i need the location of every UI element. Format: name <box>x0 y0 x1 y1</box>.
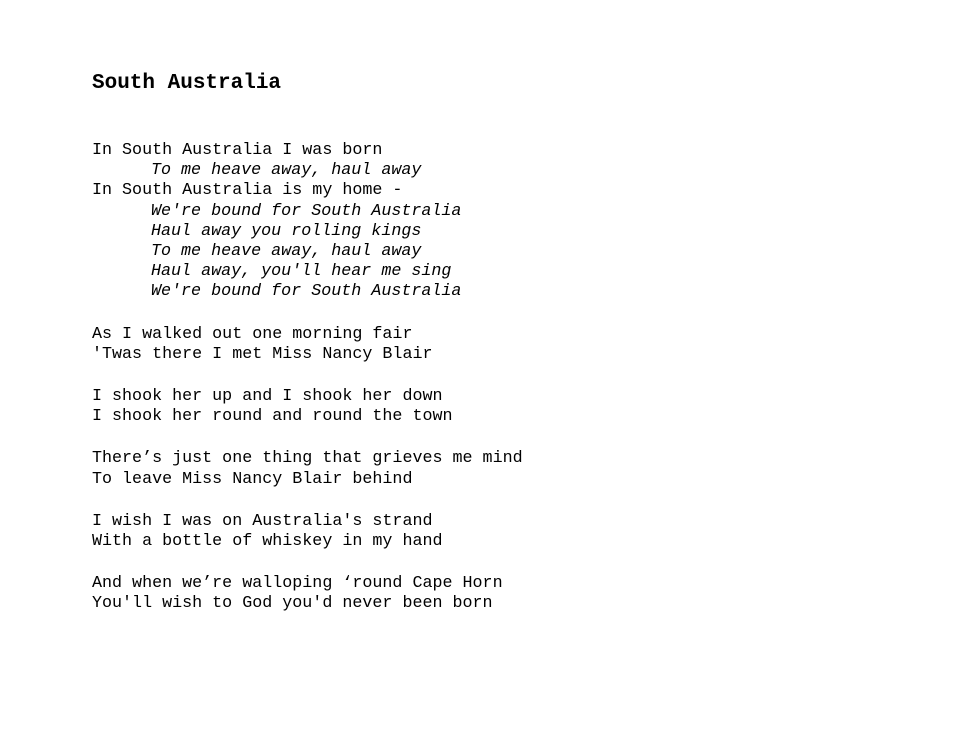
lyrics-page <box>92 70 912 615</box>
stanza-line: In South Australia is my home - <box>92 181 403 201</box>
chorus-line: We're bound for South Australia <box>151 201 462 221</box>
chorus-line: Haul away, you'll hear me sing <box>151 262 452 282</box>
verse <box>92 512 912 552</box>
verse-line: I wish I was on Australia's strand <box>92 511 433 531</box>
verse-line: And when we’re walloping ‘round Cape Horn <box>92 574 503 594</box>
chorus-line: We're bound for South Australia <box>151 282 462 302</box>
verse <box>92 387 912 427</box>
verse <box>92 449 912 489</box>
chorus-line: To me heave away, haul away <box>151 242 422 262</box>
song-title: South Australia <box>92 72 282 95</box>
verse-line: You'll wish to God you'd never been born <box>92 594 493 614</box>
first-stanza <box>92 141 912 303</box>
verse-line: 'Twas there I met Miss Nancy Blair <box>92 344 433 364</box>
chorus-line: To me heave away, haul away <box>151 161 422 181</box>
verse <box>92 325 912 365</box>
chorus-line: Haul away you rolling kings <box>151 221 422 241</box>
stanza-line: In South Australia I was born <box>92 141 383 160</box>
verse-line: There’s just one thing that grieves me mind <box>92 449 523 469</box>
verse-line: I shook her round and round the town <box>92 407 453 427</box>
verse <box>92 574 912 614</box>
verse-line: With a bottle of whiskey in my hand <box>92 532 443 552</box>
verse-line: As I walked out one morning fair <box>92 324 413 344</box>
verse-line: I shook her up and I shook her down <box>92 387 443 407</box>
verse-line: To leave Miss Nancy Blair behind <box>92 469 413 489</box>
